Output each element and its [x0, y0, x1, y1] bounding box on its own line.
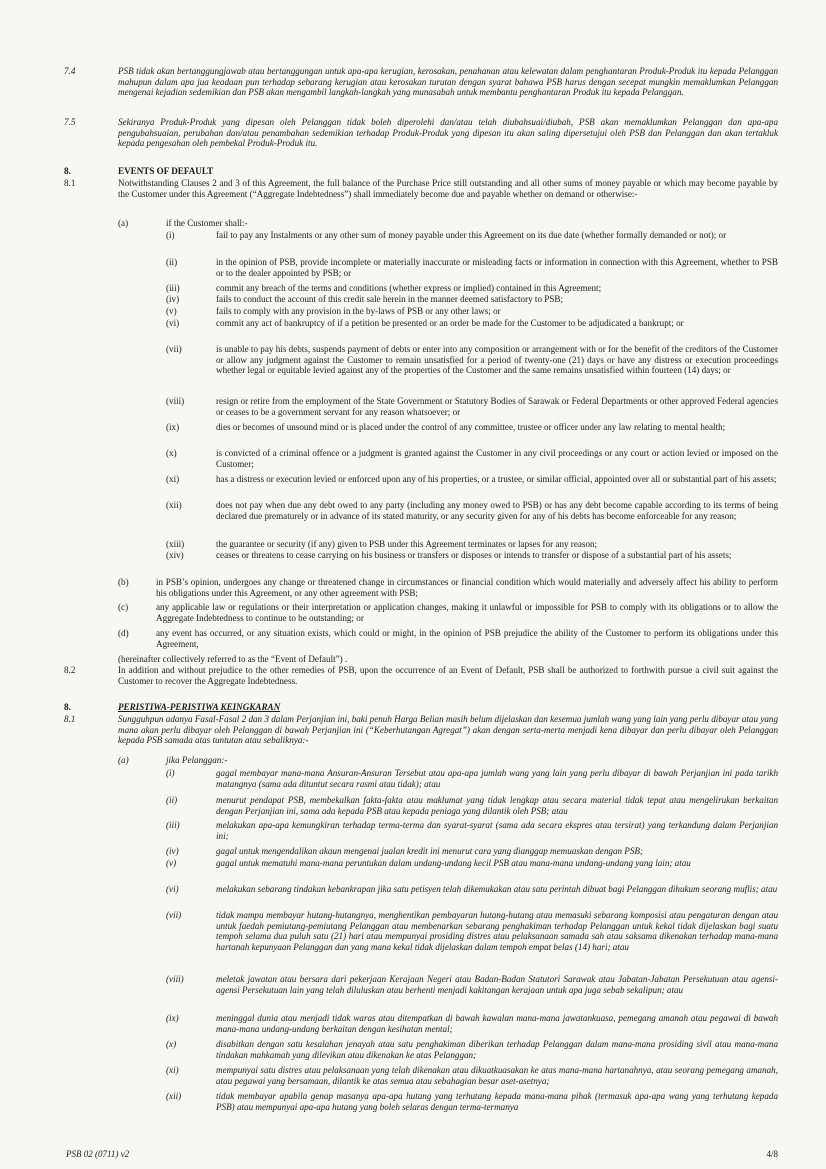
clause-number: 8.1 [64, 178, 76, 188]
list-item [166, 1039, 778, 1060]
list-item [166, 230, 778, 241]
item-text: ceases or threatens to cease carrying on his business or transfers or disposes or intends to transfer or dispose of a substantial part of his assets; [216, 550, 732, 560]
sub-text: jika Pelanggan:- [166, 755, 228, 765]
item-label: (xi) [166, 474, 180, 484]
item-text: does not pay when due any debt owed to any party (including any money owed to PSB) or has any debt become capable according to its terms of being declared due prematurely or in advance of its stated maturity, or any security given for any of his debts has become enforceable for any reason; [216, 500, 778, 521]
list-item [166, 910, 778, 952]
list-item [166, 396, 778, 417]
list-item [166, 820, 778, 841]
item-label: (iv) [166, 294, 180, 304]
clause-number: 7.5 [64, 117, 76, 127]
clause-8-1 [64, 178, 778, 199]
item-text: tidak mampu membayar hutang-hutangnya, menghentikan pembayaran hutang-hutang atau memasuki sebarang komposisi atau pengaturan dengan atau untuk faedah pemiutang-pemiutang Pelanggan atau membenarkan sebarang penghakiman terhadap Pelanggan untuk kekal tidak dijelaskan bagi suatu tempoh selama dua puluh satu (21) hari atau mempunyai prosiding distres atau pelaksanaan samada sah atau saksama dikenakan terhadap mana-mana hartanah kepunyaan Pelanggan dan yang mana kekal tidak dijelaskan dalam tempoh empat belas (14) hari; atau [216, 910, 778, 952]
list-item [166, 257, 778, 278]
item-text: melakukan apa-apa kemungkiran terhadap terma-terma dan syarat-syarat (sama ada secara ekspres atau tersirat) yang terkandung dalam Perjanjian ini; [216, 820, 778, 841]
sub-label: (c) [118, 602, 129, 612]
item-label: (viii) [166, 974, 184, 984]
item-label: (ix) [166, 1013, 179, 1023]
sub-label: (a) [118, 755, 129, 765]
clause-text: Sekiranya Produk-Produk yang dipesan oleh Pelanggan tidak boleh diperolehi dan/atau telah diubahsuai/diubah, PSB akan memaklumkan Pelanggan dan apa-apa pengubahsuaian, perubahan dan/atau penambahan sedemikian terhadap Produk-Produk yang dipesan itu akan saling dipersetujui oleh PSB dan Pelanggan dan akan tertakluk kepada pengesahan oleh pembekal Produk-Produk itu. [118, 117, 778, 149]
item-text: gagal membayar mana-mana Ansuran-Ansuran Tersebut atau apa-apa jumlah wang yang lain yang perlu dibayar di bawah Perjanjian ini pada tarikh matangnya (sama ada dituntut secara rasmi atau tidak); atau [216, 768, 778, 789]
section-heading: PERISTIWA-PERISTIWA KEINGKARAN [118, 702, 281, 712]
item-label: (vii) [166, 344, 182, 354]
sub-text: any applicable law or regulations or their interpretation or application changes, making it unlawful or impossible for PSB to comply with its obligations or to allow the Aggregate Indebtedness to continue to be outstanding; or [156, 602, 778, 623]
sub-clause-a [118, 218, 778, 229]
item-label: (viii) [166, 396, 185, 406]
item-label: (vi) [166, 318, 180, 328]
item-label: (x) [166, 1039, 177, 1049]
list-item [166, 884, 778, 895]
item-label: (i) [166, 230, 175, 240]
list-item [166, 1013, 778, 1034]
clause-7-5 [64, 117, 778, 149]
section-number: 8. [64, 166, 71, 176]
list-item [166, 795, 778, 816]
item-text: commit any act of bankruptcy of if a petition be presented or an order be made for the Customer to be adjudicated a bankrupt; or [216, 318, 684, 328]
list-item [166, 539, 778, 550]
clause-number: 8.1 [64, 714, 76, 724]
item-text: gagal untuk mematuhi mana-mana peruntukan dalam undang-undang kecil PSB atau mana-mana undang-undang yang lain; atau [216, 858, 691, 868]
fasal-8-1 [64, 714, 778, 746]
hereinafter-text: (hereinafter collectively referred to as the “Event of Default”) . [118, 654, 348, 664]
item-label: (xii) [166, 1091, 182, 1101]
sub-clause-d [118, 628, 778, 649]
item-text: has a distress or execution levied or enforced upon any of his properties, or a trustee, or similar official, appointed over all or substantial part of his assets; [216, 474, 777, 484]
item-text: resign or retire from the employment of the State Government or Statutory Bodies of Sarawak or Federal Departments or other approved Federal agencies or ceases to be a government servant for any reason whatsoever; or [216, 396, 778, 417]
item-text: dies or becomes of unsound mind or is placed under the control of any committee, trustee or officer under any law relating to mental health; [216, 422, 726, 432]
item-label: (iv) [166, 846, 179, 856]
item-label: (v) [166, 858, 177, 868]
list-item [166, 1065, 778, 1086]
item-text: commit any breach of the terms and conditions (whether express or implied) contained in this Agreement; [216, 283, 602, 293]
clause-7-4 [64, 66, 778, 98]
item-label: (ii) [166, 257, 178, 267]
list-item [166, 318, 778, 329]
sub-text: in PSB’s opinion, undergoes any change or threatened change in circumstances or financial condition which would materially and adversely affect his ability to perform his obligations under this Agreement, or any other agreement with PSB; [156, 577, 778, 598]
clause-number: 8.2 [64, 665, 76, 675]
list-item [166, 974, 778, 995]
item-text: meletak jawatan atau bersara dari pekerjaan Kerajaan Negeri atau Badan-Badan Statutori Sarawak atau Jabatan-Jabatan Persekutuan atau agensi-agensi Persekutuan lain yang telah diluluskan atau berhenti menjadi kakitangan kerajaan untuk apa juga sebab sekalipun; atau [216, 974, 778, 995]
sub-fasal-a [118, 755, 778, 766]
sub-label: (b) [118, 577, 129, 587]
sub-clause-c [118, 602, 778, 623]
item-label: (ix) [166, 422, 180, 432]
section-heading: EVENTS OF DEFAULT [118, 166, 214, 176]
item-label: (xii) [166, 500, 182, 510]
sub-text: if the Customer shall:- [166, 218, 248, 228]
list-item [166, 1091, 778, 1112]
clause-text: In addition and without prejudice to the other remedies of PSB, upon the occurrence of an Event of Default, PSB shall be authorized to forthwith pursue a civil suit against the Customer to recover the Aggregate Indebtedness. [118, 665, 778, 686]
item-label: (xiv) [166, 550, 184, 560]
hereinafter-line [64, 654, 778, 665]
list-item [166, 294, 778, 305]
item-text: mempunyai satu distres atau pelaksanaan yang telah dikenakan atau dikuatkuasakan ke atas mana-mana hartanahnya, atau seorang pemegang amanah, atau pegawai yang bersamaan, dilantik ke atas semua atau sebahagian besar aset-asetnya; [216, 1065, 778, 1086]
list-item [166, 550, 778, 561]
section-number: 8. [64, 702, 71, 712]
item-text: meninggal dunia atau menjadi tidak waras atau ditempatkan di bawah kawalan mana-mana jawatankuasa, pemegang amanah atau pegawai di bawah mana-mana undang-undang berkaitan dengan kesihatan mental; [216, 1013, 778, 1034]
clause-8-2 [64, 665, 778, 686]
item-label: (vi) [166, 884, 179, 894]
form-code: PSB 02 (0711) v2 [66, 1149, 130, 1159]
sub-text: any event has occurred, or any situation exists, which could or might, in the opinion of PSB prejudice the ability of the Customer to perform its obligations under this Agreement, [156, 628, 778, 649]
seksyen-8-heading [64, 702, 778, 713]
item-label: (v) [166, 306, 177, 316]
list-item [166, 283, 778, 294]
item-text: fails to comply with any provision in the by-laws of PSB or any other laws; or [216, 306, 501, 316]
page-number: 4/8 [766, 1149, 778, 1159]
item-label: (ii) [166, 795, 178, 805]
item-label: (xiii) [166, 539, 185, 549]
item-text: is convicted of a criminal offence or a judgment is granted against the Customer in any civil proceedings or any court or action levied or imposed on the Customer; [216, 448, 778, 469]
item-text: in the opinion of PSB, provide incomplete or materially inaccurate or misleading facts or information in connection with this Agreement, whether to PSB or to the dealer appointed by PSB; or [216, 257, 778, 278]
sub-clause-b [118, 577, 778, 598]
item-label: (x) [166, 448, 177, 458]
item-text: tidak membayar apabila genap masanya apa-apa hutang yang terhutang kepada mana-mana pihak (termasuk apa-apa wang yang terhutang kepada PSB) atau mempunyai apa-apa hutang yang boleh selaras dengan terma-termanya [216, 1091, 778, 1112]
item-label: (iii) [166, 283, 180, 293]
sub-label: (a) [118, 218, 129, 228]
list-item [166, 768, 778, 789]
clause-text: PSB tidak akan bertanggungjawab atau bertanggungan untuk apa-apa kerugian, kerosakan, penahanan atau kelewatan dalam penghantaran Produk-Produk itu kepada Pelanggan mahupun dalam apa jua keadaan pun terhadap sebarang kerugian atau kerosakan turutan dengan syarat bahawa PSB harus dengan secepat mungkin memaklumkan Pelanggan mengenai kejadian sedemikian dan PSB akan mengambil langkah-langkah yang munasabah untuk membantu penghantaran Produk itu kepada Pelanggan. [118, 66, 778, 98]
list-item [166, 846, 778, 857]
item-label: (vii) [166, 910, 182, 920]
item-text: is unable to pay his debts, suspends payment of debts or enter into any composition or arrangement with or for the benefit of the creditors of the Customer or allow any judgment against the Customer to remain unsatisfied for a period of twenty-one (21) days or have any distress or execution proceedings whether legal or equitable levied against any of the properties of the Customer and the same remains unsatisfied within fourteen (14) days; or [216, 344, 778, 376]
list-item [166, 306, 778, 317]
item-text: fails to conduct the account of this credit sale herein in the manner deemed satisfactory to PSB; [216, 294, 563, 304]
list-item [166, 500, 778, 521]
item-label: (xi) [166, 1065, 179, 1075]
item-label: (i) [166, 768, 175, 778]
item-text: the guarantee or security (if any) given to PSB under this Agreement terminates or lapses for any reason; [216, 539, 598, 549]
item-text: disabitkan dengan satu kesalahan jenayah atau satu penghakiman diberikan terhadap Pelanggan dalam mana-mana prosiding sivil atau mana-mana tindakan mahkamah yang dilevikan atau dikenakan ke atas Pelanggan; [216, 1039, 778, 1060]
list-item [166, 474, 778, 485]
item-label: (iii) [166, 820, 180, 830]
section-8-heading [64, 166, 778, 177]
clause-text: Sungguhpun adanya Fasal-Fasal 2 dan 3 dalam Perjanjian ini, baki penuh Harga Belian masih belum dijelaskan dan kesemua jumlah wang yang lain yang perlu dibayar atau yang mana akan perlu dibayar oleh Pelanggan di bawah Perjanjian ini (“Keberhutangan Agregat”) akan dengan serta-merta menjadi kena dibayar dan perlu dibayar oleh Pelanggan kepada PSB samada atas tuntutan atau sebaliknya:- [118, 714, 778, 746]
list-item [166, 344, 778, 376]
list-item [166, 422, 778, 433]
list-item [166, 858, 778, 869]
list-item [166, 448, 778, 469]
sub-label: (d) [118, 628, 129, 638]
item-text: menurut pendapat PSB, membekalkan fakta-fakta atau maklumat yang tidak lengkap atau secara material tidak tepat atau mengelirukan berkaitan dengan Perjanjian ini, sama ada kepada PSB atau kepada peniaga yang dilantik oleh PSB; atau [216, 795, 778, 816]
clause-text: Notwithstanding Clauses 2 and 3 of this Agreement, the full balance of the Purchase Price still outstanding and all other sums of money payable or which may become payable by the Customer under this Agreement (“Aggregate Indebtedness”) shall immediately become due and payable whether on demand or otherwise:- [118, 178, 778, 199]
item-text: gagal untuk mengendalikan akaun mengenai jualan kredit ini menurut cara yang dianggap memuaskan dengan PSB; [216, 846, 643, 856]
clause-number: 7.4 [64, 66, 76, 76]
item-text: fail to pay any Instalments or any other sum of money payable under this Agreement on its due date (whether formally demanded or not); or [216, 230, 727, 240]
item-text: melakukan sebarang tindakan kebankrapan jika satu petisyen telah dikemukakan atau satu perintah dibuat bagi Pelanggan dihukum seorang muflis; atau [216, 884, 778, 894]
